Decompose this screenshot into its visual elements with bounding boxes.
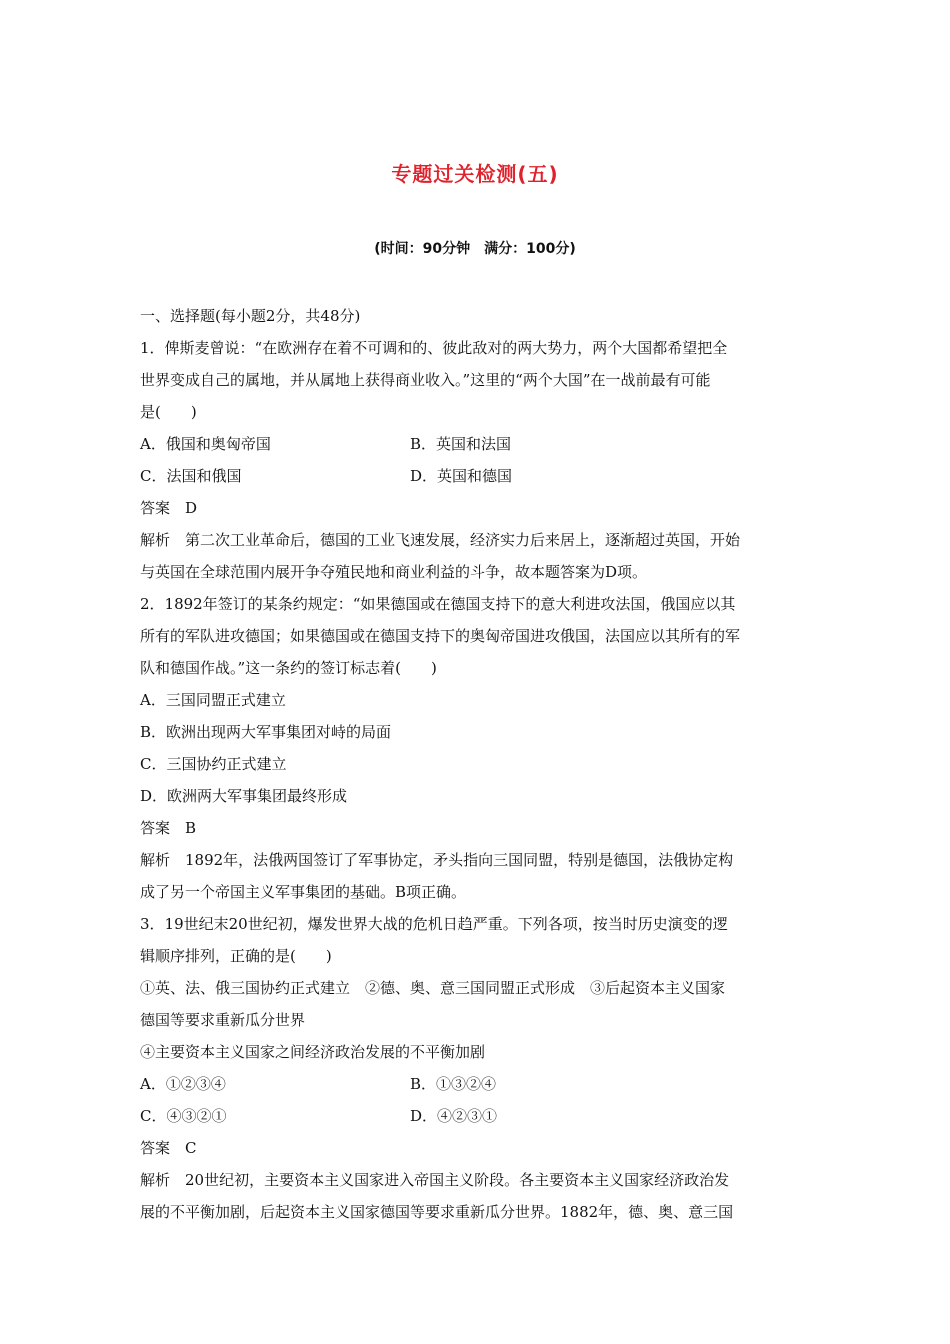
option-row xyxy=(140,1068,812,1100)
option-c: C．三国协约正式建立 xyxy=(140,755,287,773)
page-title: 专题过关检测(五) xyxy=(391,162,559,186)
option-b: B．①③②④ xyxy=(410,1075,497,1093)
question-stem-line: 1．俾斯麦曾说：“在欧洲存在着不可调和的、彼此敌对的两大势力，两个大国都希望把全 xyxy=(140,339,728,357)
option-row xyxy=(140,428,812,460)
answer: 答案 D xyxy=(140,499,198,517)
question-stem-line: 辑顺序排列，正确的是( ) xyxy=(140,947,332,965)
analysis-line: 解析 1892年，法俄两国签订了军事协定，矛头指向三国同盟，特别是德国，法俄协定构 xyxy=(140,851,734,869)
question-stem-line: ④主要资本主义国家之间经济政治发展的不平衡加剧 xyxy=(140,1043,486,1061)
section-heading: 一、选择题(每小题2分，共48分) xyxy=(140,307,361,325)
exam-time-score: (时间：90分钟 满分：100分) xyxy=(374,241,576,257)
question-stem-line: 所有的军队进攻德国；如果德国或在德国支持下的奥匈帝国进攻俄国，法国应以其所有的军 xyxy=(140,627,741,645)
option-d: D．英国和德国 xyxy=(410,467,513,485)
option-c: C．④③②① xyxy=(140,1107,227,1125)
analysis-line: 与英国在全球范围内展开争夺殖民地和商业利益的斗争，故本题答案为D项。 xyxy=(140,563,648,581)
option-b: B．英国和法国 xyxy=(410,435,512,453)
option-c: C．法国和俄国 xyxy=(140,467,242,485)
answer: 答案 C xyxy=(140,1139,197,1157)
option-d: D．④②③① xyxy=(410,1107,498,1125)
question-stem-line: 世界变成自己的属地，并从属地上获得商业收入。”这里的“两个大国”在一战前最有可能 xyxy=(140,371,711,389)
question-stem-line: ①英、法、俄三国协约正式建立 ②德、奥、意三国同盟正式形成 ③后起资本主义国家 xyxy=(140,979,726,997)
question-1 xyxy=(140,332,812,588)
option-d: D．欧洲两大军事集团最终形成 xyxy=(140,787,348,805)
answer: 答案 B xyxy=(140,819,197,837)
analysis-line: 展的不平衡加剧，后起资本主义国家德国等要求重新瓜分世界。1882年，德、奥、意三国 xyxy=(140,1203,734,1221)
option-a: A．三国同盟正式建立 xyxy=(140,691,286,709)
question-stem-line: 3．19世纪末20世纪初，爆发世界大战的危机日趋严重。下列各项，按当时历史演变的逻 xyxy=(140,915,728,933)
question-stem-line: 2．1892年签订的某条约规定：“如果德国或在德国支持下的意大利进攻法国，俄国应以其 xyxy=(140,595,736,613)
question-stem-line: 是( ) xyxy=(140,403,197,421)
document-body xyxy=(140,300,812,1228)
question-stem-line: 德国等要求重新瓜分世界 xyxy=(140,1011,306,1029)
analysis-line: 解析 20世纪初，主要资本主义国家进入帝国主义阶段。各主要资本主义国家经济政治发 xyxy=(140,1171,730,1189)
option-a: A．①②③④ xyxy=(140,1075,226,1093)
option-row xyxy=(140,460,812,492)
analysis-line: 解析 第二次工业革命后，德国的工业飞速发展，经济实力后来居上，逐渐超过英国，开始 xyxy=(140,531,741,549)
option-b: B．欧洲出现两大军事集团对峙的局面 xyxy=(140,723,392,741)
option-row xyxy=(140,1100,812,1132)
question-stem-line: 队和德国作战。”这一条约的签订标志着( ) xyxy=(140,659,437,677)
analysis-line: 成了另一个帝国主义军事集团的基础。B项正确。 xyxy=(140,883,467,901)
question-3 xyxy=(140,908,812,1228)
question-2 xyxy=(140,588,812,908)
option-a: A．俄国和奥匈帝国 xyxy=(140,435,271,453)
